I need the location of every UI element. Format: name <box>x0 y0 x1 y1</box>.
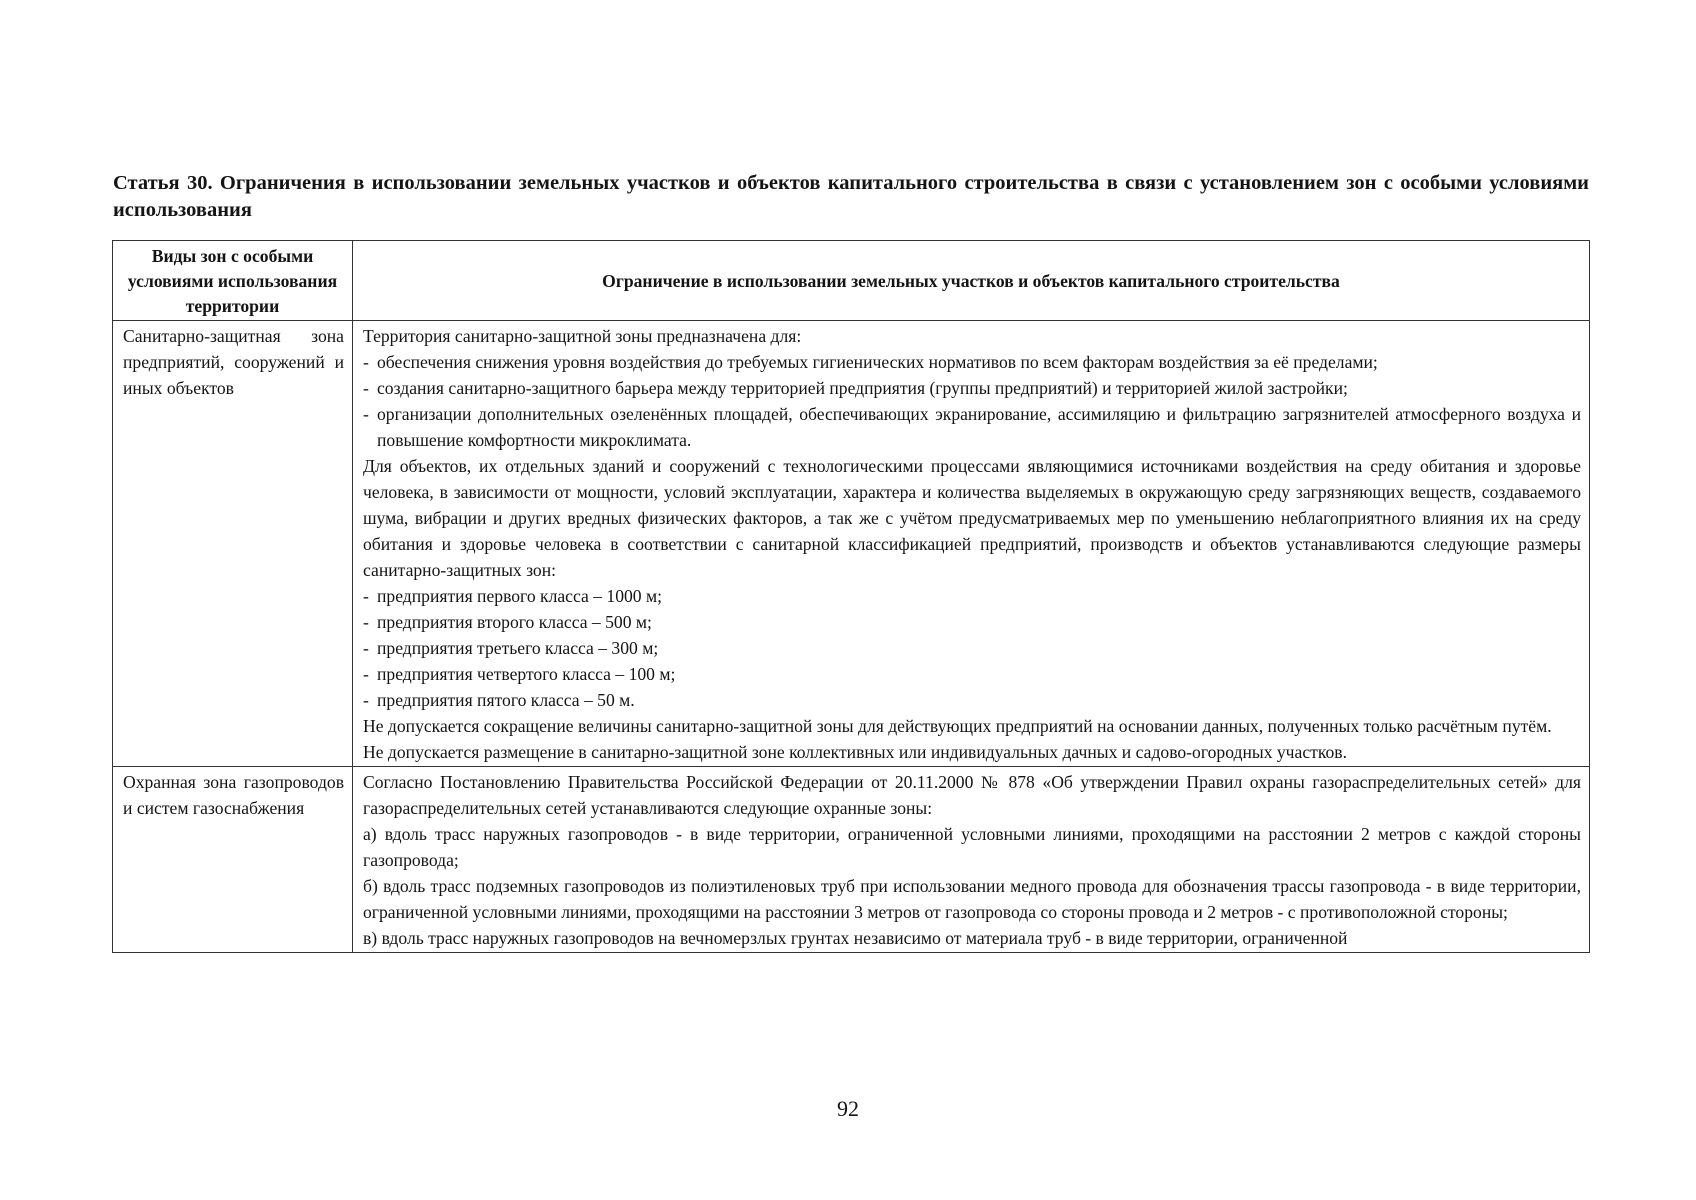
paragraph: Не допускается сокращение величины санитарно-защитной зоны для действующих предприятий на основании данных, полученных только расчётным путём. <box>363 716 1552 736</box>
bullet-item: - создания санитарно-защитного барьера между территорией предприятия (группы предприятий) и территорией жилой застройки; <box>363 375 1581 401</box>
header-restriction: Ограничение в использовании земельных участков и объектов капитального строительства <box>353 241 1590 321</box>
restriction-cell <box>353 767 1590 953</box>
header-zone-type: Виды зон с особыми условиями использования территории <box>113 241 353 321</box>
zone-name-sanitary: Санитарно-защитная зона предприятий, сооружений и иных объектов <box>113 321 353 767</box>
paragraph: Согласно Постановлению Правительства Российской Федерации от 20.11.2000 № 878 «Об утверждении Правил охраны газораспределительных сетей» для газораспределительных сетей устанавливаются следующие охранные зоны: <box>363 772 1581 818</box>
page-number: 92 <box>837 1096 859 1121</box>
bullet-item: - предприятия третьего класса – 300 м; <box>363 635 1581 661</box>
table-row <box>113 321 1590 767</box>
paragraph: а) вдоль трасс наружных газопроводов - в виде территории, ограниченной условными линиями, проходящими на расстоянии 2 метров с каждой стороны газопровода; <box>363 824 1581 870</box>
bullet-item: - организации дополнительных озеленённых площадей, обеспечивающих экранирование, ассимиляцию и фильтрацию загрязнителей атмосферного воздуха и повышение комфортности микроклимата. <box>363 401 1581 453</box>
paragraph: Для объектов, их отдельных зданий и сооружений с технологическими процессами являющимися источниками воздействия на среду обитания и здоровье человека, в зависимости от мощности, условий эксплуатации, характера и количества выделяемых в окружающую среду загрязняющих веществ, создаваемого шума, вибрации и других вредных физических факторов, а так же с учётом предусматриваемых мер по уменьшению неблагоприятного влияния их на среду обитания и здоровье человека в соответствии с санитарной классификацией предприятий, производств и объектов устанавливаются следующие размеры санитарно-защитных зон: <box>363 456 1581 580</box>
bullet-item: - обеспечения снижения уровня воздействия до требуемых гигиенических нормативов по всем факторам воздействия за её пределами; <box>363 349 1581 375</box>
zones-table <box>112 240 1590 953</box>
paragraph: б) вдоль трасс подземных газопроводов из полиэтиленовых труб при использовании медного провода для обозначения трассы газопровода - в виде территории, ограниченной условными линиями, проходящими на расстоянии 3 метров от газопровода со стороны провода и 2 метров - с противоположной стороны; <box>363 876 1581 922</box>
paragraph: Территория санитарно-защитной зоны предназначена для: <box>363 326 802 346</box>
bullet-item: - предприятия первого класса – 1000 м; <box>363 583 1581 609</box>
zone-name-gas: Охранная зона газопроводов и систем газоснабжения <box>113 767 353 953</box>
bullet-item: - предприятия пятого класса – 50 м. <box>363 687 1581 713</box>
paragraph-continued: в) вдоль трасс наружных газопроводов на вечномерзлых грунтах независимо от материала труб - в виде территории, ограниченной <box>363 928 1348 948</box>
table-header-row <box>113 241 1590 321</box>
article-heading: Статья 30. Ограничения в использовании земельных участков и объектов капитального строительства в связи с установлением зон с особыми условиями использования <box>113 172 1589 221</box>
table-row <box>113 767 1590 953</box>
bullet-item: - предприятия второго класса – 500 м; <box>363 609 1581 635</box>
paragraph: Не допускается размещение в санитарно-защитной зоне коллективных или индивидуальных дачных и садово-огородных участков. <box>363 742 1347 762</box>
restriction-cell <box>353 321 1590 767</box>
bullet-item: - предприятия четвертого класса – 100 м; <box>363 661 1581 687</box>
